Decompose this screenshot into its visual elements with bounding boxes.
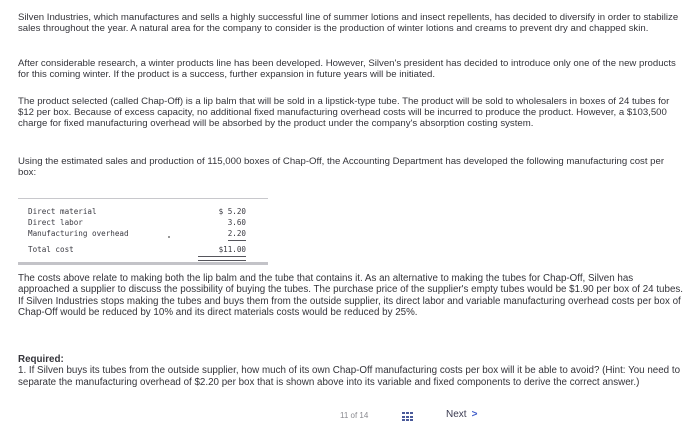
total-double-underline <box>198 256 246 261</box>
direct-labor-value: 3.60 <box>227 218 246 227</box>
table-row <box>28 228 258 239</box>
required-question: 1. If Silven buys its tubes from the outside supplier, how much of its own Chap-Off manufacturing costs per box will it be able to avoid? (Hint: You need to separate the manufacturing overhead of $2.20 per box that is shown above into its variable and fixed components to derive the correct answer.) <box>18 365 681 388</box>
chevron-right-icon: > <box>471 409 478 420</box>
grid-view-icon[interactable] <box>402 412 414 422</box>
required-section <box>18 354 686 388</box>
table-total-row <box>28 244 258 255</box>
page-counter: 11 of 14 <box>340 411 369 420</box>
research-paragraph: After considerable research, a winter products line has been developed. However, Silven's president has decided to introduce only one of the new products for this coming winter. If the product is a success, further expansion in future years will be initiated. <box>18 58 676 81</box>
direct-labor-label: Direct labor <box>28 218 83 227</box>
table-top-rule <box>18 198 268 199</box>
direct-material-label: Direct material <box>28 207 97 216</box>
cost-intro-paragraph: Using the estimated sales and production of 115,000 boxes of Chap-Off, the Accounting Department has developed the following manufacturing cost per box: <box>18 156 665 179</box>
intro-paragraph: Silven Industries, which manufactures and sells a highly successful line of summer lotions and insect repellents, has decided to diversify in order to stabilize sales throughout the year. A natural area for the company to consider is the production of winter lotions and creams to prevent dry and chapped skin. <box>18 12 679 35</box>
required-label: Required: <box>18 354 64 365</box>
product-paragraph: The product selected (called Chap-Off) is a lip balm that will be sold in a lipstick-type tube. The product will be sold to wholesalers in boxes of 24 tubes for $12 per box. Because of excess capacity, no additional fixed manufacturing overhead costs will be incurred to produce the product. However, a $103,500 charge for fixed manufacturing overhead will be absorbed by the product under the company's absorption costing system. <box>18 96 670 130</box>
table-row <box>28 217 258 228</box>
direct-material-value: $ 5.20 <box>218 207 246 216</box>
alternative-paragraph: The costs above relate to making both the lip balm and the tube that contains it. As an alternative to making the tubes for Chap-Off, Silven has approached a supplier to discuss the possibility of buying the tubes. The purchase price of the supplier's empty tubes would be $1.90 per box of 24 tubes. If Silven Industries stops making the tubes and buys them from the outside supplier, its direct labor and variable manufacturing overhead costs per box of Chap-Off would be reduced by 10% and its direct materials costs would be reduced by 25%. <box>18 273 684 319</box>
table-row <box>28 206 258 217</box>
table-dot-mark <box>168 236 170 238</box>
manufacturing-overhead-label: Manufacturing overhead <box>28 229 129 238</box>
total-cost-label: Total cost <box>28 245 74 254</box>
cost-per-box-table <box>28 206 258 255</box>
table-bottom-rule <box>18 262 268 265</box>
total-cost-value: $11.00 <box>218 245 246 254</box>
next-button[interactable] <box>446 409 477 420</box>
next-label: Next <box>446 409 467 420</box>
manufacturing-overhead-value: 2.20 <box>228 228 246 241</box>
